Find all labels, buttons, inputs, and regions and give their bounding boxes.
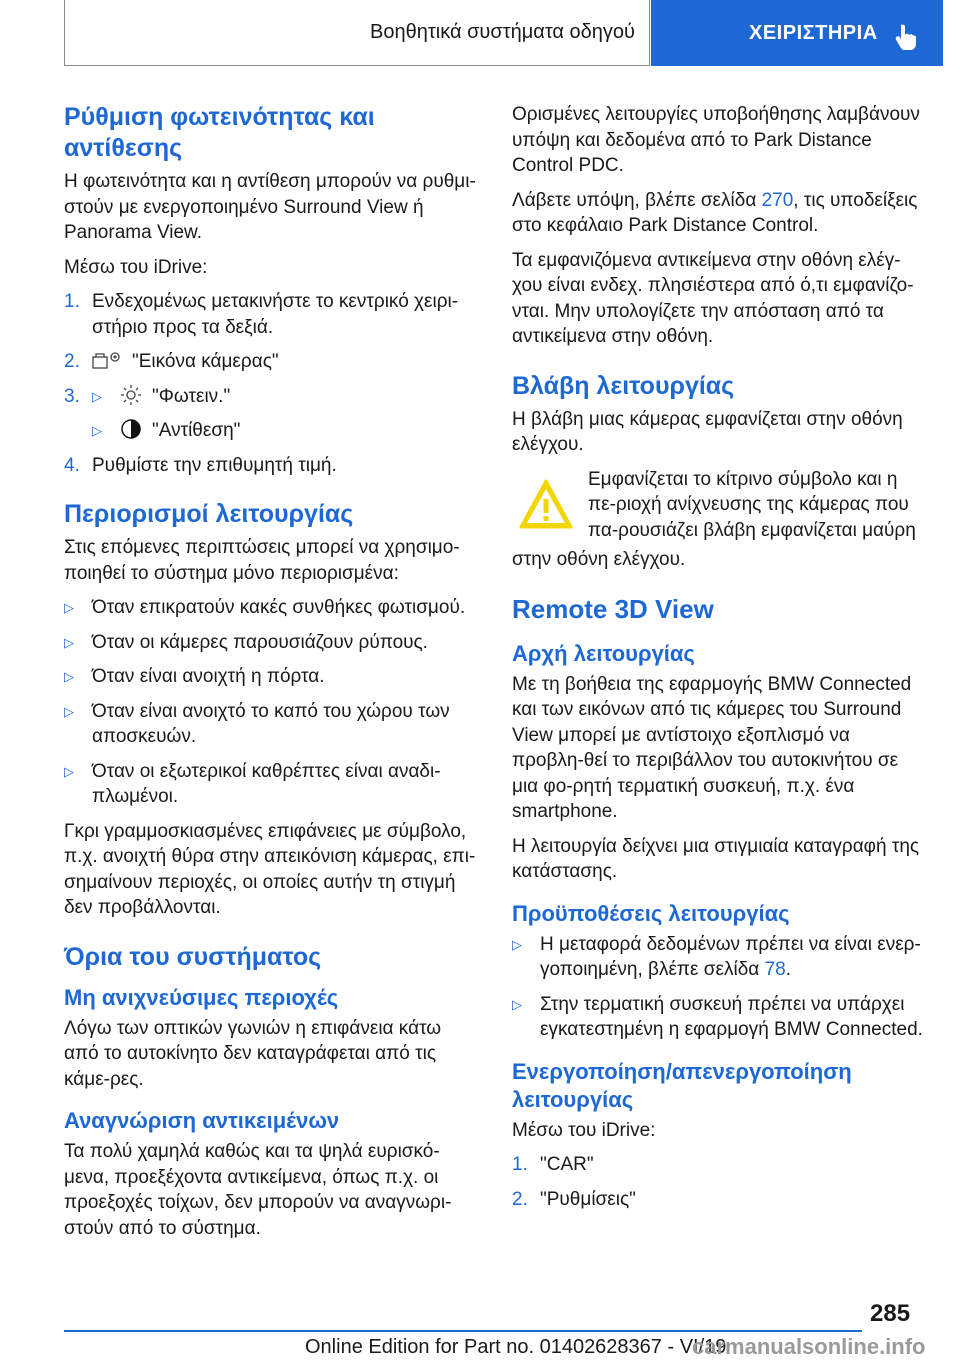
watermark: carmanualsonline.info xyxy=(692,1334,926,1359)
section-header xyxy=(64,0,650,66)
heading-activate-deactivate: Ενεργοποίηση/απενεργοποίηση λειτουργίας xyxy=(512,1058,852,1112)
step-number xyxy=(64,418,92,444)
warning-note xyxy=(512,467,926,544)
text-principle: Με τη βοήθεια της εφαρμογής BMW Connected και των εικόνων από τις κάμερες του Surround View μπορεί με αντίστοιχο εξοπλισμό να προβλη-θεί το περιβάλλον του αυτοκινήτου σε μια φο-ρητή τερματική συσκευή, π.χ. ένα smartphone. xyxy=(512,673,912,822)
text-warning-continued: στην οθόνη ελέγχου. xyxy=(512,549,686,570)
section-title: Βοηθητικά συστήματα οδηγού xyxy=(370,21,635,43)
text-undetectable: Λόγω των οπτικών γωνιών η επιφάνεια κάτω από το αυτοκίνητο δεν καταγράφεται από τις κάμε-ρες. xyxy=(64,1017,442,1090)
step-1 xyxy=(64,289,478,340)
triangle-bullet-icon: ▷ xyxy=(64,600,74,615)
step-text: Ρυθμίστε την επιθυμητή τιμή. xyxy=(92,454,337,476)
warning-text: Εμφανίζεται το κίτρινο σύμβολο και η πε-ριοχή ανίχνευσης της κάμερας που πα-ρουσιάζει βλάβη εμφανίζεται μαύρη xyxy=(588,468,916,541)
text-limits-intro: Στις επόμενες περιπτώσεις μπορεί να χρησιμο-ποιηθεί το σύστημα μόνο περιορισμένα: xyxy=(64,537,460,584)
text-pdc: Ορισμένες λειτουργίες υποβοήθησης λαμβάνουν υπόψη και δεδομένα από το Park Distance Control PDC. xyxy=(512,104,920,176)
text-shown-objects: Τα εμφανιζόμενα αντικείμενα στην οθόνη ελέγ-χου είναι ενδεχ. πλησιέστερα από ό,τι εμφανίζο-νται. Μην υπολογίζετε την απόσταση από τα αντικείμενα στην οθόνη. xyxy=(512,249,914,347)
heading-prerequisites: Προϋποθέσεις λειτουργίας xyxy=(512,900,790,926)
text-object-detection: Τα πολύ χαμηλά καθώς και τα ψηλά ευρισκό-μενα, προεξέχοντα αντικείμενα, όπως π.χ. οι προεξοχές τοίχων, δεν μπορούν να αναγνωρι-στούν από το σύστημα. xyxy=(64,1141,452,1239)
edition-text: Online Edition for Part no. 01402628367 - VI/19 xyxy=(305,1336,727,1358)
heading-function-limits: Περιορισμοί λειτουργίας xyxy=(64,500,354,528)
limit-item xyxy=(64,595,478,621)
limit-item xyxy=(64,699,478,750)
limit-text: Όταν επικρατούν κακές συνθήκες φωτισμού. xyxy=(92,597,466,618)
limit-item xyxy=(64,759,478,810)
limit-text: Όταν οι κάμερες παρουσιάζουν ρύπους. xyxy=(92,631,428,653)
page-number: 285 xyxy=(870,1300,911,1327)
limit-text: Όταν είναι ανοιχτή η πόρτα. xyxy=(92,666,325,687)
step-text: "Αντίθεση" xyxy=(152,420,241,441)
step-number: 1. xyxy=(512,1154,528,1175)
triangle-bullet-icon: ▷ xyxy=(92,423,102,438)
chapter-tab[interactable] xyxy=(651,0,943,66)
text-segment: . xyxy=(785,959,791,980)
text-via-idrive: Μέσω του iDrive: xyxy=(512,1119,656,1141)
heading-brightness-contrast: Ρύθμιση φωτεινότητας και αντίθεσης xyxy=(64,103,375,162)
limit-text: Όταν είναι ανοιχτό το καπό του χώρου των αποσκευών. xyxy=(92,700,450,747)
triangle-bullet-icon: ▷ xyxy=(512,936,522,952)
triangle-bullet-icon: ▷ xyxy=(64,703,74,719)
heading-malfunction: Βλάβη λειτουργίας xyxy=(512,371,735,400)
heading-remote-3d-view: Remote 3D View xyxy=(512,593,714,624)
limit-item xyxy=(64,630,478,656)
text-grey-areas: Γκρι γραμμοσκιασμένες επιφάνειες με σύμβολο, π.χ. ανοιχτή θύρα στην απεικόνιση κάμερας, επι-σημαίνουν περιοχές, οι οποίες αυτήν τη στιγμή δεν προβάλλονται. xyxy=(64,820,476,918)
step-text: "CAR" xyxy=(540,1154,594,1175)
step-number: 2. xyxy=(512,1188,528,1210)
page-link-78[interactable]: 78 xyxy=(764,959,786,980)
footer-divider xyxy=(64,1330,862,1332)
limit-item xyxy=(64,664,478,690)
text-brightness-intro: Η φωτεινότητα και η αντίθεση μπορούν να ρυθμι-στούν με ενεργοποιημένο Surround View ή Panorama View. xyxy=(64,171,476,243)
step-1 xyxy=(512,1152,926,1178)
text-see-page xyxy=(512,188,926,239)
page-link-270[interactable]: 270 xyxy=(761,189,794,211)
step-3b xyxy=(64,418,478,444)
step-number: 2. xyxy=(64,351,80,372)
text-malfunction: Η βλάβη μιας κάμερας εμφανίζεται στην οθόνη ελέγχου. xyxy=(512,408,903,455)
left-column xyxy=(64,102,478,1250)
step-number: 1. xyxy=(64,291,80,312)
contrast-icon xyxy=(120,418,142,440)
step-number: 4. xyxy=(64,454,80,476)
step-text: "Φωτειν." xyxy=(152,385,231,407)
chapter-title: ΧΕΙΡΙΣΤΗΡΙΑ xyxy=(749,21,878,44)
heading-undetectable-areas: Μη ανιχνεύσιμες περιοχές xyxy=(64,984,339,1010)
prereq-text: Στην τερματική συσκευή πρέπει να υπάρχει εγκατεστημένη η εφαρμογή BMW Connected. xyxy=(540,993,923,1040)
prereq-item xyxy=(512,932,926,983)
step-number: 3. xyxy=(64,385,80,407)
step-2 xyxy=(64,349,478,375)
heading-principle: Αρχή λειτουργίας xyxy=(512,640,695,666)
heading-system-limits: Όρια του συστήματος xyxy=(64,942,322,971)
camera-view-icon xyxy=(92,349,122,371)
triangle-bullet-icon: ▷ xyxy=(92,388,102,404)
step-text: "Ρυθμίσεις" xyxy=(540,1188,636,1210)
brightness-icon xyxy=(120,384,142,406)
step-text: Ενδεχομένως μετακινήστε το κεντρικό χειρι-στήριο προς τα δεξιά. xyxy=(92,291,459,338)
prereq-text xyxy=(540,932,926,983)
hand-pointer-icon xyxy=(895,24,917,50)
triangle-bullet-icon: ▷ xyxy=(64,669,74,684)
text-segment: Λάβετε υπόψη, βλέπε σελίδα xyxy=(512,189,762,211)
triangle-bullet-icon: ▷ xyxy=(64,763,74,779)
warning-triangle-icon xyxy=(518,477,574,533)
step-2 xyxy=(512,1187,926,1213)
limit-text: Όταν οι εξωτερικοί καθρέπτες είναι αναδι-πλωμένοι. xyxy=(92,760,441,807)
text-segment: Η μεταφορά δεδομένων πρέπει να είναι ενερ-γοποιημένη, βλέπε σελίδα xyxy=(540,933,921,980)
triangle-bullet-icon: ▷ xyxy=(512,996,522,1012)
step-text: "Εικόνα κάμερας" xyxy=(132,351,279,372)
right-column xyxy=(512,102,926,1221)
heading-object-detection: Αναγνώριση αντικειμένων xyxy=(64,1108,340,1133)
prereq-item xyxy=(512,992,926,1043)
text-snapshot: Η λειτουργία δείχνει μια στιγμιαία καταγραφή της κατάστασης. xyxy=(512,835,920,882)
triangle-bullet-icon: ▷ xyxy=(64,634,74,650)
text-segment: , τις υποδείξεις στο κεφάλαιο Park Distance Control. xyxy=(512,189,918,236)
text-via-idrive: Μέσω του iDrive: xyxy=(64,256,208,278)
step-4 xyxy=(64,453,478,479)
step-3 xyxy=(64,384,478,410)
